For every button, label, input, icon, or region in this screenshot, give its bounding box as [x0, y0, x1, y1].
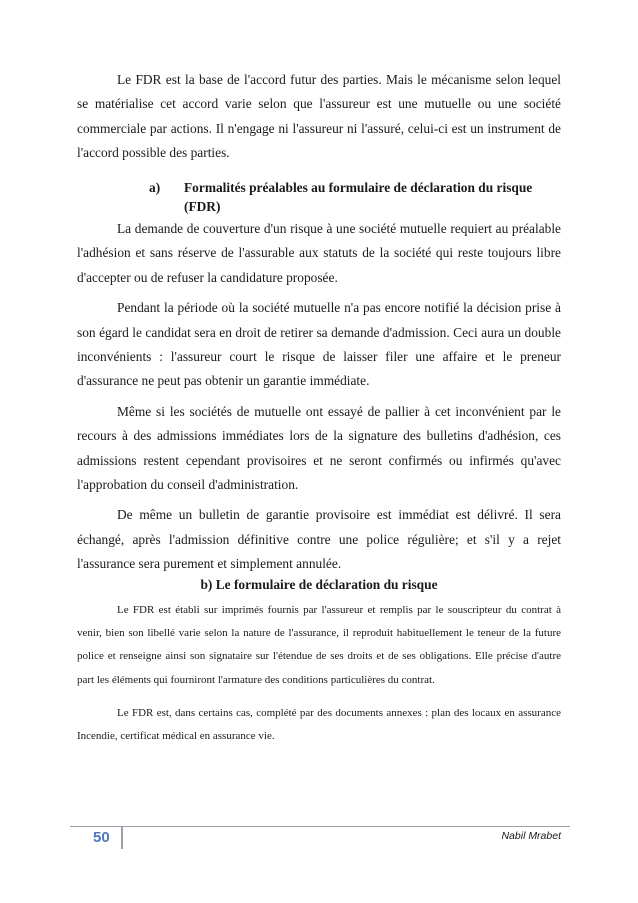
paragraph: De même un bulletin de garantie provisoire est immédiat est délivré. Il sera échangé, après l'admission définitive contre une police régulière; et s'il y a rejet l'assurance sera purement et simplement annulée.: [77, 507, 561, 572]
paragraph: Le FDR est établi sur imprimés fournis par l'assureur et remplis par le souscripteur du contrat à venir, bien son libellé varie selon la nature de l'assurance, il reproduit habituellement le teneur de la future police et renseigne ainsi son signataire sur l'étendue de ses droits et de ses obligations. Elle précise d'autre part les éléments qui fourniront l'armature des conditions particulières du contrat.: [77, 604, 561, 686]
paragraph: Pendant la période où la société mutuelle n'a pas encore notifié la décision prise à son égard le candidat sera en droit de retirer sa demande d'admission. Ceci aura un double inconvénients : l'assureur court le risque de laisser filer une affaire et le preneur d'assurance ne peut pas obtenir un garantie immédiate.: [77, 300, 561, 389]
section-a-letter: a): [149, 180, 161, 195]
page-number-bar: [121, 827, 123, 849]
paragraph: Le FDR est la base de l'accord futur des parties. Mais le mécanisme selon lequel se matérialise cet accord varie selon que l'assureur est une mutuelle ou une société commerciale par actions. Il n'engage ni l'assureur ni l'assuré, celui-ci est un instrument de l'accord possible des parties.: [77, 72, 561, 161]
section-a-text: [77, 217, 561, 583]
paragraph: Même si les sociétés de mutuelle ont essayé de pallier à cet inconvénient par le recours à des admissions immédiates lors de la signature des bulletins d'adhésion, ces admissions restent cependant provisoires et ne seront confirmés ou infirmés qu'avec l'approbation du conseil d'administration.: [77, 403, 561, 493]
page-number: 50: [93, 829, 110, 846]
paragraph: Le FDR est, dans certains cas, complété par des documents annexes : plan des locaux en assurance Incendie, certificat médical en assurance vie.: [77, 706, 561, 743]
section-b-heading: b) Le formulaire de déclaration du risque: [200, 577, 438, 592]
intro-text: [77, 68, 561, 172]
section-b-text: [77, 599, 561, 758]
paragraph: La demande de couverture d'un risque à une société mutuelle requiert au préalable l'adhésion et sans réserve de l'assurable aux statuts de la société qui reste toujours libre d'accepter ou de refuser la candidature proposée.: [77, 221, 561, 285]
footer-divider: [70, 826, 570, 827]
footer-author: Nabil Mrabet: [501, 830, 561, 842]
section-a-title: Formalités préalables au formulaire de déclaration du risque (FDR): [184, 180, 533, 214]
